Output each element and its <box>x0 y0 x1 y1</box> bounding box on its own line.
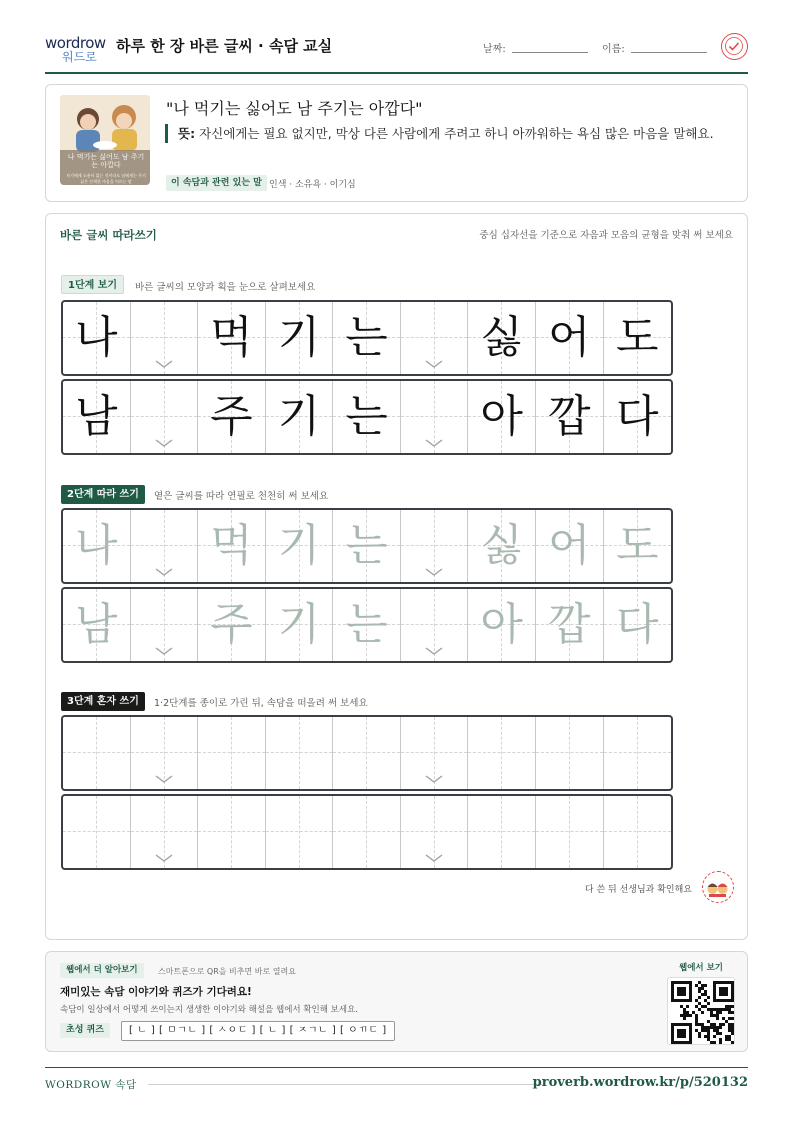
grid-cell[interactable] <box>63 796 131 868</box>
grid-character: 나 <box>75 520 118 571</box>
grid-cell <box>401 381 469 453</box>
illustration-title: 나 먹기는 싫어도 남 주기는 아깝다 <box>67 153 145 169</box>
grid-cell[interactable] <box>333 589 401 661</box>
space-mark-icon <box>425 647 443 655</box>
grid-cell <box>266 302 334 374</box>
grid-cell[interactable] <box>604 589 672 661</box>
grid-character: 기 <box>277 391 321 442</box>
grid-cell[interactable] <box>468 717 536 789</box>
grid-cell <box>198 381 266 453</box>
grid-character: 는 <box>345 312 388 363</box>
teacher-check-note: 다 쓴 뒤 선생님과 확인해요 <box>584 885 692 895</box>
grid-cell <box>63 302 131 374</box>
meaning-text: 자신에게는 필요 없지만, 막상 다른 사람에게 주려고 하니 아까워하는 욕심 많은 마음을 말해요. <box>199 126 714 141</box>
grid-character: 먹 <box>210 312 253 363</box>
grid-cell[interactable] <box>198 717 266 789</box>
grid-cell <box>536 302 604 374</box>
grid-cell <box>266 381 334 453</box>
grid-cell[interactable] <box>266 717 334 789</box>
grid-character: 싫 <box>480 520 523 571</box>
grid-cell <box>536 381 604 453</box>
grid-cell[interactable] <box>198 589 266 661</box>
grid-cell[interactable] <box>333 510 401 582</box>
check-stamp-icon <box>721 33 748 60</box>
web-more-badge: 웹에서 더 알아보기 <box>60 963 144 978</box>
quiz-badge: 초성 퀴즈 <box>60 1023 110 1038</box>
practice-section-title: 바른 글씨 따라쓰기 <box>60 228 157 242</box>
grid-cell <box>468 302 536 374</box>
related-words: 인색 · 소유욕 · 이기심 <box>269 180 356 190</box>
grid-cell[interactable] <box>401 589 469 661</box>
grid-cell <box>131 381 199 453</box>
qr-code-icon[interactable] <box>667 977 735 1045</box>
good-job-stamp-icon <box>702 871 734 903</box>
web-card <box>45 951 748 1052</box>
grid-character: 어 <box>547 520 591 571</box>
grid-cell[interactable] <box>468 796 536 868</box>
grid-character: 주 <box>210 391 253 442</box>
grid-cell[interactable] <box>401 510 469 582</box>
grid-character: 는 <box>345 599 388 650</box>
grid-cell[interactable] <box>266 589 334 661</box>
footer-url[interactable]: proverb.wordrow.kr/p/520132 <box>532 1075 748 1090</box>
logo-korean: 워드로 <box>62 50 97 64</box>
space-mark-icon <box>155 360 173 368</box>
space-mark-icon <box>425 439 443 447</box>
grid-character: 먹 <box>210 520 253 571</box>
grid-character: 어 <box>547 312 591 363</box>
date-label: 날짜: <box>483 44 506 55</box>
date-field[interactable] <box>512 52 588 53</box>
grid-cell[interactable] <box>131 589 199 661</box>
grid-cell <box>604 381 672 453</box>
logo-wordmark: wordrow <box>45 34 106 52</box>
grid-cell[interactable] <box>401 717 469 789</box>
grid-character: 나 <box>75 312 118 363</box>
practice-card <box>45 213 748 940</box>
space-mark-icon <box>155 854 173 862</box>
web-description: 속담이 일상에서 어떻게 쓰이는지 생생한 이야기와 해설을 웹에서 확인해 보세요. <box>60 1005 358 1015</box>
footer-divider <box>148 1084 543 1085</box>
grid-cell <box>333 381 401 453</box>
step2-row-1[interactable] <box>61 508 673 584</box>
name-label: 이름: <box>602 44 625 55</box>
grid-cell[interactable] <box>131 796 199 868</box>
grid-cell[interactable] <box>536 589 604 661</box>
grid-cell[interactable] <box>604 510 672 582</box>
grid-character: 주 <box>210 599 253 650</box>
step1-badge: 1단계 보기 <box>61 275 124 294</box>
step3-description: 1·2단계를 종이로 가린 뒤, 속담을 떠올려 써 보세요 <box>154 698 368 709</box>
grid-character: 기 <box>277 520 321 571</box>
grid-cell[interactable] <box>536 717 604 789</box>
page-title: 하루 한 장 바른 글씨 · 속담 교실 <box>116 37 333 55</box>
step1-row-2 <box>61 379 673 455</box>
grid-character: 깝 <box>547 599 591 650</box>
grid-cell <box>401 302 469 374</box>
grid-character: 아 <box>480 391 523 442</box>
illustration-subtitle: 자기에게 소용이 없는 것이라도 남에게는 주기 싫은 인색한 마음을 이르는 말 <box>66 173 146 184</box>
grid-character: 도 <box>616 312 659 363</box>
grid-cell <box>63 381 131 453</box>
grid-cell <box>198 302 266 374</box>
meaning-label: 뜻: <box>178 126 196 141</box>
grid-character: 깝 <box>547 391 591 442</box>
name-field[interactable] <box>631 52 707 53</box>
grid-character: 남 <box>75 599 118 650</box>
grid-cell[interactable] <box>536 510 604 582</box>
grid-cell[interactable] <box>63 510 131 582</box>
step3-row-1[interactable] <box>61 715 673 791</box>
grid-cell[interactable] <box>536 796 604 868</box>
grid-cell <box>468 381 536 453</box>
grid-cell[interactable] <box>198 510 266 582</box>
grid-cell[interactable] <box>131 717 199 789</box>
grid-cell[interactable] <box>198 796 266 868</box>
grid-cell[interactable] <box>468 510 536 582</box>
space-mark-icon <box>155 647 173 655</box>
space-mark-icon <box>425 568 443 576</box>
grid-character: 기 <box>277 599 321 650</box>
grid-cell[interactable] <box>131 510 199 582</box>
space-mark-icon <box>155 439 173 447</box>
step2-row-2[interactable] <box>61 587 673 663</box>
qr-label: 웹에서 보기 <box>679 963 724 973</box>
grid-character: 는 <box>345 391 388 442</box>
footer-brand: WORDROW 속담 <box>45 1079 137 1091</box>
space-mark-icon <box>425 775 443 783</box>
grid-character: 다 <box>616 391 659 442</box>
space-mark-icon <box>425 854 443 862</box>
grid-cell <box>604 302 672 374</box>
grid-character: 싫 <box>480 312 523 363</box>
grid-cell <box>333 302 401 374</box>
proverb-illustration <box>60 95 150 185</box>
step3-badge: 3단계 혼자 쓰기 <box>61 692 145 711</box>
grid-cell[interactable] <box>266 796 334 868</box>
grid-cell[interactable] <box>468 589 536 661</box>
grid-cell[interactable] <box>333 717 401 789</box>
grid-cell[interactable] <box>266 510 334 582</box>
space-mark-icon <box>155 775 173 783</box>
step3-row-2[interactable] <box>61 794 673 870</box>
step2-badge: 2단계 따라 쓰기 <box>61 485 145 504</box>
chosung-quiz: [ ㄴ ] [ ㅁㄱㄴ ] [ ㅅㅇㄷ ] [ ㄴ ] [ ㅈㄱㄴ ] [ ㅇㄲㄷ ] <box>121 1021 395 1041</box>
proverb-meaning <box>165 124 725 143</box>
grid-cell[interactable] <box>333 796 401 868</box>
grid-character: 는 <box>345 520 388 571</box>
grid-cell[interactable] <box>604 796 672 868</box>
step1-description: 바른 글씨의 모양과 획을 눈으로 살펴보세요 <box>135 282 316 293</box>
step1-row-1 <box>61 300 673 376</box>
grid-character: 다 <box>616 599 659 650</box>
web-headline: 재미있는 속담 이야기와 퀴즈가 기다려요! <box>60 986 252 998</box>
step2-description: 옅은 글씨를 따라 연필로 천천히 써 보세요 <box>154 491 329 502</box>
grid-cell[interactable] <box>63 717 131 789</box>
practice-section-hint: 중심 십자선을 기준으로 자음과 모음의 균형을 맞춰 써 보세요 <box>479 230 733 241</box>
page-footer <box>45 1067 748 1097</box>
grid-cell <box>131 302 199 374</box>
grid-cell[interactable] <box>63 589 131 661</box>
proverb-card <box>45 84 748 202</box>
page-header <box>45 30 748 74</box>
proverb-quote: "나 먹기는 싫어도 남 주기는 아깝다" <box>166 99 423 118</box>
wordrow-logo <box>45 34 109 64</box>
related-words-badge: 이 속담과 관련 있는 말 <box>166 175 267 191</box>
grid-character: 아 <box>480 599 523 650</box>
space-mark-icon <box>425 360 443 368</box>
grid-cell[interactable] <box>401 796 469 868</box>
grid-character: 남 <box>75 391 118 442</box>
grid-cell[interactable] <box>604 717 672 789</box>
grid-character: 기 <box>277 312 321 363</box>
qr-hint: 스마트폰으로 QR을 비추면 바로 열려요 <box>158 967 296 976</box>
space-mark-icon <box>155 568 173 576</box>
grid-character: 도 <box>616 520 659 571</box>
